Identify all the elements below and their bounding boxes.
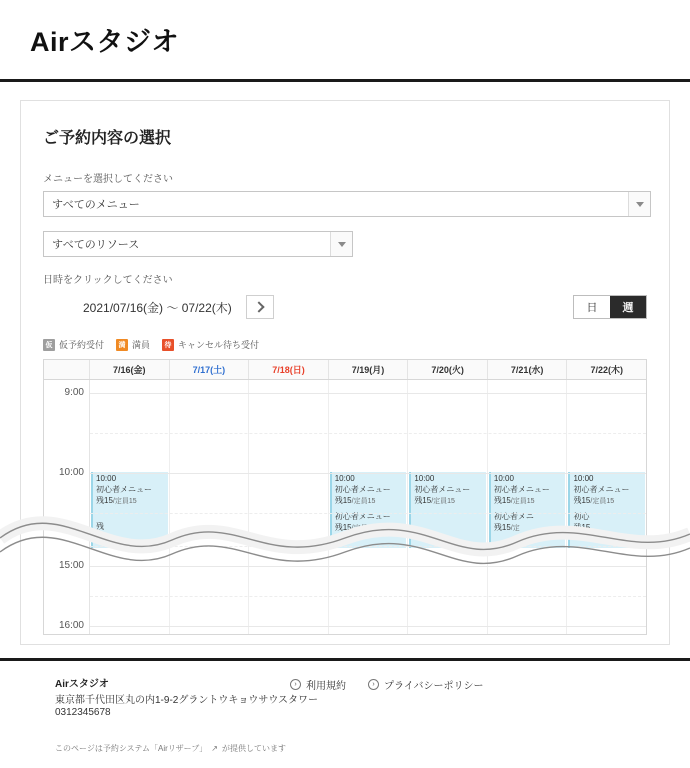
- privacy-policy-link[interactable]: [368, 677, 484, 692]
- provisional-badge-icon: 仮: [414, 529, 425, 538]
- event-seats: 残: [96, 522, 104, 532]
- footer-telephone: 0312345678: [55, 707, 111, 718]
- site-footer: [0, 658, 690, 768]
- footer-links: [290, 677, 484, 692]
- legend-label: 仮予約受付: [59, 340, 105, 350]
- event-capacity: /定員15: [431, 497, 455, 505]
- external-link-icon: ↗: [211, 744, 218, 753]
- calendar-column-header: 7/16(金): [90, 360, 170, 379]
- event-name: 初心者メニュー: [334, 512, 391, 522]
- resource-select[interactable]: [43, 231, 353, 257]
- chevron-down-icon[interactable]: [628, 192, 650, 216]
- time-label: 16:00: [58, 620, 84, 631]
- date-instruction-label: 日時をクリックしてください: [43, 275, 173, 286]
- view-toggle[interactable]: [573, 295, 647, 319]
- legend-label: キャンセル待ち受付: [178, 340, 260, 350]
- event-name: 初心者メニュー: [334, 484, 391, 494]
- legend-waitlist-icon: 待: [162, 339, 174, 351]
- event-seats: 残15: [334, 523, 352, 533]
- legend-label: 満員: [132, 340, 151, 350]
- calendar-corner-cell: [44, 360, 90, 379]
- event-seats: 残15: [573, 523, 591, 533]
- event-capacity: /定員15: [112, 497, 137, 505]
- event-time: 10:00: [96, 474, 117, 483]
- date-range-text: 2021/07/16(金) 〜 07/22(木): [83, 300, 232, 315]
- event-capacity: /定員15: [351, 525, 376, 533]
- legend-provisional-icon: 仮: [43, 339, 55, 351]
- view-toggle-day[interactable]: 日: [574, 296, 610, 318]
- menu-select[interactable]: [43, 191, 651, 217]
- event-seats: 残15: [573, 495, 591, 505]
- calendar[interactable]: [43, 359, 647, 635]
- event-name: 初心者メニュー: [573, 484, 630, 494]
- event-seats: 残15: [334, 495, 352, 505]
- site-header: [0, 0, 690, 82]
- calendar-event[interactable]: [330, 472, 407, 548]
- calendar-column-header: 7/21(水): [488, 360, 568, 379]
- footer-address: 東京都千代田区丸の内1-9-2グラントウキョウサウスタワー: [55, 695, 319, 706]
- circle-arrow-icon: ›: [368, 679, 379, 690]
- event-name: 初心: [573, 512, 590, 522]
- circle-arrow-icon: ›: [290, 679, 301, 690]
- time-label: 15:00: [58, 560, 84, 571]
- event-capacity: /定員15: [510, 497, 535, 505]
- menu-select-value: すべてのメニュー: [52, 199, 140, 211]
- footer-note: [55, 743, 286, 754]
- event-capacity: /定員15: [351, 497, 376, 505]
- event-name: 初心者メニュー: [96, 484, 152, 494]
- calendar-header-row: [44, 360, 646, 380]
- footer-note-prefix: このページは予約システム「Airリザーブ」: [55, 744, 208, 753]
- time-label: 9:00: [64, 387, 84, 398]
- legend-item: [116, 338, 150, 351]
- legend-item: [162, 338, 259, 351]
- event-name: 初心者メニ: [493, 512, 534, 522]
- event-seats: 残15: [414, 495, 432, 505]
- legend: [43, 338, 647, 351]
- event-name: 初心者メニュー: [493, 484, 550, 494]
- event-name: 初心者メニュー: [414, 484, 471, 494]
- chevron-down-icon[interactable]: [330, 232, 352, 256]
- brand-logo: Airスタジオ: [30, 27, 180, 57]
- calendar-time-axis: [44, 380, 90, 635]
- calendar-column-header: 7/17(土): [170, 360, 250, 379]
- event-capacity: /定員15: [590, 497, 615, 505]
- time-label: 10:00: [58, 467, 84, 478]
- event-capacity: /定: [510, 525, 520, 533]
- event-time: 10:00: [493, 474, 514, 483]
- calendar-event[interactable]: [568, 472, 645, 548]
- event-seats: 残15: [493, 495, 511, 505]
- calendar-event[interactable]: [489, 472, 566, 548]
- event-time: 10:00: [573, 474, 594, 483]
- next-week-button[interactable]: [246, 295, 274, 319]
- footer-note-suffix: が提供しています: [221, 744, 286, 753]
- calendar-column-header: 7/18(日): [249, 360, 329, 379]
- footer-shop-name: Airスタジオ: [55, 679, 109, 690]
- calendar-column-header: 7/22(木): [590, 365, 624, 375]
- legend-item: [43, 338, 104, 351]
- reservation-card: [20, 100, 670, 645]
- privacy-link-label: プライバシーポリシー: [384, 681, 484, 692]
- legend-full-icon: 満: [116, 339, 128, 351]
- calendar-body[interactable]: [44, 380, 646, 635]
- calendar-column-header: 7/19(月): [329, 360, 409, 379]
- event-time: 10:00: [414, 474, 435, 483]
- event-time: 10:00: [334, 474, 355, 483]
- calendar-event[interactable]: [91, 472, 168, 548]
- calendar-column-header: 7/20(火): [408, 360, 488, 379]
- terms-link-label: 利用規約: [306, 681, 346, 692]
- terms-link[interactable]: [290, 677, 346, 692]
- date-navigation: [43, 292, 647, 322]
- event-seats: 残15: [493, 523, 511, 533]
- view-toggle-week[interactable]: 週: [610, 296, 646, 318]
- event-seats: 残15: [96, 495, 113, 505]
- calendar-event[interactable]: [409, 472, 486, 548]
- menu-select-label: メニューを選択してください: [43, 174, 173, 185]
- resource-select-value: すべてのリソース: [52, 239, 140, 251]
- page-title: ご予約内容の選択: [43, 130, 172, 147]
